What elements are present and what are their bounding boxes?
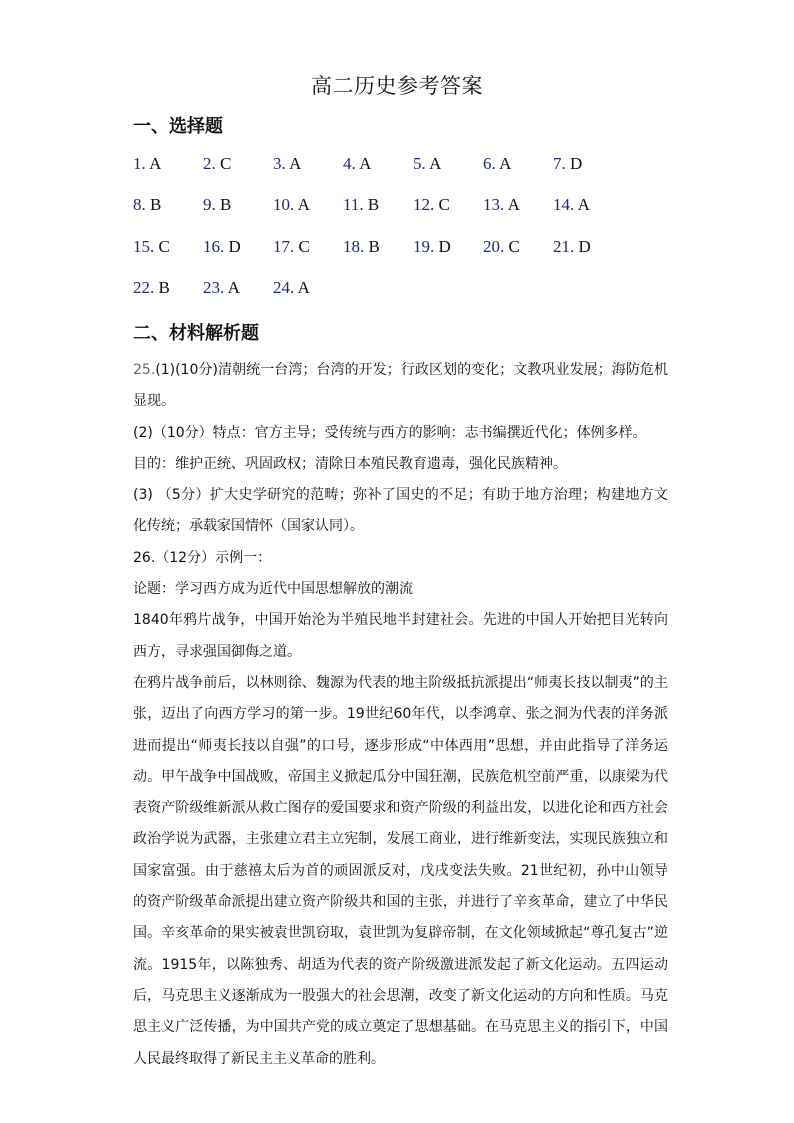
answer-number: 1. (133, 154, 146, 173)
answer-item (133, 195, 161, 215)
answer-letter: A (289, 154, 302, 173)
answer-number: 12. (413, 195, 435, 215)
answer-item (413, 237, 451, 257)
answer-item (413, 154, 441, 174)
answer-number: 18. (343, 236, 365, 256)
answer-item (483, 237, 520, 257)
answer-item (133, 237, 170, 257)
answer-number: 16. (203, 236, 225, 256)
answer-item (203, 195, 231, 215)
answer-letter: C (220, 154, 232, 173)
answer-item (343, 195, 379, 215)
answer-row (133, 237, 653, 278)
answer-letter: A (577, 195, 590, 215)
answer-row (133, 154, 653, 195)
answer-number: 7. (553, 154, 566, 173)
answer-item (273, 278, 310, 298)
answer-number: 24. (273, 277, 295, 297)
answer-number: 8. (133, 195, 146, 215)
answer-item (343, 237, 380, 257)
answer-letter: B (158, 277, 170, 297)
answer-grid (133, 154, 653, 319)
answer-item (203, 237, 241, 257)
answer-item (413, 195, 450, 215)
section-heading-choice: 一、选择题 (133, 116, 223, 137)
answer-letter: A (359, 154, 372, 173)
answer-letter: A (149, 154, 162, 173)
answer-number: 14. (553, 195, 575, 215)
answer-number: 2. (203, 154, 216, 173)
answer-number: 22. (133, 277, 155, 297)
answer-letter: A (227, 277, 240, 297)
q25-purpose: 目的：维护正统、巩固政权；清除日本殖民教育遗毒，强化民族精神。 (133, 455, 567, 472)
answer-letter: B (220, 195, 232, 215)
answer-row (133, 278, 653, 319)
answer-letter: C (508, 236, 520, 256)
answer-row (133, 195, 653, 236)
answer-item (273, 237, 310, 257)
answer-number: 6. (483, 154, 496, 173)
answer-item (133, 154, 161, 174)
answer-number: 21. (553, 236, 575, 256)
answer-letter: D (438, 236, 451, 256)
answer-number: 17. (273, 236, 295, 256)
answer-letter: A (499, 154, 512, 173)
answer-item (203, 278, 240, 298)
answer-letter: C (298, 236, 310, 256)
answer-letter: D (578, 236, 591, 256)
answer-letter: C (158, 236, 170, 256)
question-number: 25. (133, 362, 156, 378)
answer-letter: A (507, 195, 520, 215)
answer-letter: B (150, 195, 162, 215)
answer-item (553, 195, 590, 215)
q26-intro: 26.（12分）示例一： (133, 549, 272, 566)
page-title: 高二历史参考答案 (311, 74, 483, 98)
answer-number: 19. (413, 236, 435, 256)
q25-part2: (2)（10分）特点：官方主导；受传统与西方的影响：志书编撰近代化；体例多样。 (133, 424, 647, 441)
answer-item (343, 154, 371, 174)
answer-number: 5. (413, 154, 426, 173)
answer-number: 11. (343, 195, 364, 215)
answer-number: 3. (273, 154, 286, 173)
answer-number: 4. (343, 154, 356, 173)
q25-part1: 25.(1)(10分)清朝统一台湾；台湾的开发；行政区划的变化；文教巩业发展；海防危机显现。 (133, 362, 668, 410)
answer-letter: B (367, 195, 380, 215)
answer-letter: D (228, 236, 241, 256)
answer-letter: D (570, 154, 583, 173)
answer-number: 23. (203, 277, 225, 297)
question-number: 26. (133, 549, 156, 566)
answer-letter: A (297, 277, 310, 297)
material-answers (133, 355, 668, 1075)
q26-paragraph-1: 1840年鸦片战争，中国开始沦为半殖民地半封建社会。先进的中国人开始把目光转向西方，寻求强国御侮之道。 (133, 612, 668, 660)
answer-letter: A (429, 154, 442, 173)
q26-topic: 论题：学习西方成为近代中国思想解放的潮流 (133, 581, 413, 598)
section-heading-material: 二、材料解析题 (133, 323, 259, 344)
answer-letter: B (368, 236, 380, 256)
answer-item (553, 154, 582, 174)
answer-number: 10. (273, 195, 295, 215)
answer-letter: A (297, 195, 310, 215)
answer-number: 9. (203, 195, 216, 215)
answer-item (273, 195, 310, 215)
answer-item (553, 237, 591, 257)
answer-item (273, 154, 301, 174)
answer-item (203, 154, 231, 174)
answer-item (133, 278, 170, 298)
answer-item (483, 195, 520, 215)
q26-paragraph-2: 在鸦片战争前后，以林则徐、魏源为代表的地主阶级抵抗派提出“师夷长技以制夷”的主张，迈出了向西方学习的第一步。19世纪60年代，以李鸿章、张之洞为代表的洋务派进而提出“师夷长技以自强”的口号，逐步形成“中体西用”思想，并由此指导了洋务运动。甲午战争中国战败，帝国主义掀起瓜分中国狂潮，民族危机空前严重，以康梁为代表资产阶级维新派从救亡图存的爱国要求和资产阶级的利益出发，以进化论和西方社会政治学说为武器，主张建立君主立宪制，发展工商业，进行维新变法，实现民族独立和国家富强。由于慈禧太后为首的顽固派反对，戊戌变法失败。21世纪初，孙中山领导的资产阶级革命派提出建立资产阶级共和国的主张，并进行了辛亥革命，建立了中华民国。辛亥革命的果实被袁世凯窃取，袁世凯为复辟帝制，在文化领域掀起“尊孔复古”逆流。1915年，以陈独秀、胡适为代表的资产阶级激进派发起了新文化运动。五四运动后，马克思主义逐渐成为一股强大的社会思潮，改变了新文化运动的方向和性质。马克思主义广泛传播，为中国共产党的成立奠定了思想基础。在马克思主义的指引下，中国人民最终取得了新民主主义革命的胜利。 (133, 674, 668, 1067)
answer-letter: C (438, 195, 450, 215)
answer-number: 15. (133, 236, 155, 256)
answer-number: 13. (483, 195, 505, 215)
answer-item (483, 154, 511, 174)
q25-part3: (3) （5分）扩大史学研究的范畴；弥补了国史的不足；有助于地方治理；构建地方文化传统；承载家国情怀（国家认同）。 (133, 487, 668, 535)
answer-number: 20. (483, 236, 505, 256)
